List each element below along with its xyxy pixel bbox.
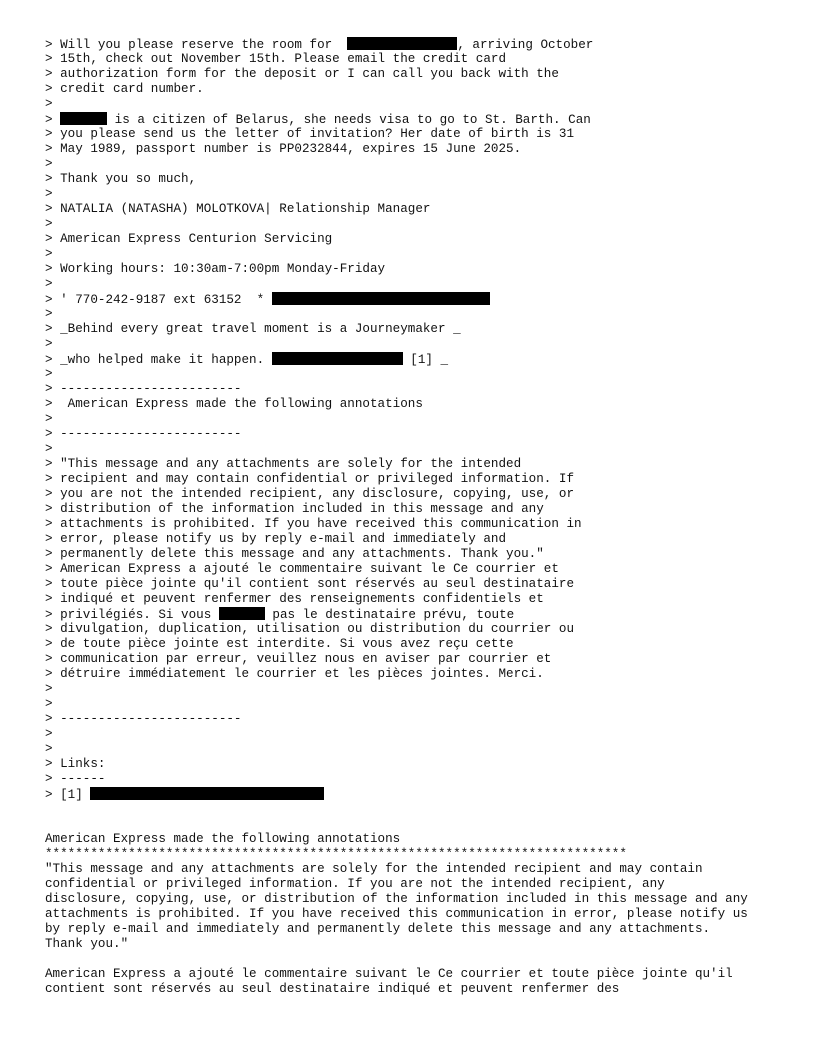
disclaimer-fr-line: > indiqué et peuvent renfermer des renseignements confidentiels et	[45, 592, 544, 606]
redaction-bar	[60, 112, 107, 125]
disclaimer-line: > you are not the intended recipient, any disclosure, copying, use, or	[45, 487, 575, 501]
divider: > ------------------------	[45, 382, 242, 396]
email-document	[45, 37, 785, 997]
signature-tagline: > _Behind every great travel moment is a Journeymaker _	[45, 322, 461, 336]
quote-marker: >	[45, 187, 53, 201]
quote-marker: >	[45, 247, 53, 261]
email-line: > authorization form for the deposit or I can call you back with the	[45, 67, 559, 81]
quote-marker: >	[45, 307, 53, 321]
redaction-bar	[272, 352, 403, 365]
quote-marker: >	[45, 742, 53, 756]
signature-phone: > ' 770-242-9187 ext 63152 *	[45, 292, 785, 307]
disclaimer-fr-line: > American Express a ajouté le commentaire suivant le Ce courrier et	[45, 562, 559, 576]
disclaimer-fr-line: > détruire immédiatement le courrier et les pièces jointes. Merci.	[45, 667, 544, 681]
quote-marker: >	[45, 727, 53, 741]
disclaimer-line: > permanently delete this message and any attachments. Thank you."	[45, 547, 544, 561]
disclaimer-fr-line: > toute pièce jointe qu'il contient sont réservés au seul destinataire	[45, 577, 575, 591]
signature-name: > NATALIA (NATASHA) MOLOTKOVA| Relationship Manager	[45, 202, 431, 216]
footer-line: confidential or privileged information. If you are not the intended recipient, any	[45, 877, 665, 891]
quote-marker: >	[45, 697, 53, 711]
redaction-bar	[219, 607, 265, 620]
redaction-bar	[347, 37, 457, 50]
links-heading: > Links:	[45, 757, 106, 771]
disclaimer-line: > attachments is prohibited. If you have received this communication in	[45, 517, 582, 531]
quote-marker: >	[45, 367, 53, 381]
quote-marker: >	[45, 157, 53, 171]
disclaimer-line: > "This message and any attachments are solely for the intended	[45, 457, 522, 471]
signature-hours: > Working hours: 10:30am-7:00pm Monday-Friday	[45, 262, 386, 276]
redaction-bar	[90, 787, 324, 800]
link-item: > [1]	[45, 787, 785, 802]
quote-marker: >	[45, 442, 53, 456]
disclaimer-fr-line: > de toute pièce jointe est interdite. Si vous avez reçu cette	[45, 637, 514, 651]
quote-marker: >	[45, 277, 53, 291]
divider: > ------------------------	[45, 427, 242, 441]
quote-marker: >	[45, 682, 53, 696]
email-line: > Will you please reserve the room for , arriving October	[45, 38, 594, 52]
footer-line: by reply e-mail and immediately and permanently delete this message and any attachments.	[45, 922, 711, 936]
email-line: > Thank you so much,	[45, 172, 197, 186]
disclaimer-line: > recipient and may contain confidential or privileged information. If	[45, 472, 575, 486]
footer-fr-line: American Express a ajouté le commentaire suivant le Ce courrier et toute pièce jointe qu'il	[45, 967, 733, 981]
quote-marker: >	[45, 337, 53, 351]
email-line: > credit card number.	[45, 82, 204, 96]
divider: > ------------------------	[45, 712, 242, 726]
signature-org: > American Express Centurion Servicing	[45, 232, 333, 246]
footer-stars: *****************************************************************************	[45, 847, 627, 861]
redaction-bar	[272, 292, 490, 305]
signature-tagline: > _who helped make it happen. [1] _	[45, 353, 449, 367]
disclaimer-line: > distribution of the information included in this message and any	[45, 502, 544, 516]
quote-marker: >	[45, 412, 53, 426]
email-line: > May 1989, passport number is PP0232844, expires 15 June 2025.	[45, 142, 522, 156]
links-underline: > ------	[45, 772, 106, 786]
email-line: > 15th, check out November 15th. Please email the credit card	[45, 52, 507, 66]
footer-line: Thank you."	[45, 937, 129, 951]
footer-line: disclosure, copying, use, or distribution of the information included in this message and any	[45, 892, 748, 906]
footer-line: "This message and any attachments are solely for the intended recipient and may contain	[45, 862, 703, 876]
disclaimer-fr-line: > communication par erreur, veuillez nous en aviser par courrier et	[45, 652, 552, 666]
disclaimer-fr-line: > divulgation, duplication, utilisation ou distribution du courrier ou	[45, 622, 575, 636]
disclaimer-fr-line: > privilégiés. Si vous pas le destinataire prévu, toute	[45, 608, 515, 622]
email-line: > is a citizen of Belarus, she needs visa to go to St. Barth. Can	[45, 113, 591, 127]
disclaimer-line: > error, please notify us by reply e-mail and immediately and	[45, 532, 507, 546]
quote-marker: >	[45, 217, 53, 231]
footer-heading: American Express made the following annotations	[45, 832, 401, 846]
annotations-heading: > American Express made the following annotations	[45, 397, 423, 411]
footer-fr-line: contient sont réservés au seul destinataire indiqué et peuvent renfermer des	[45, 982, 620, 996]
quote-marker: >	[45, 97, 53, 111]
footer-line: attachments is prohibited. If you have received this communication in error, please notify us	[45, 907, 748, 921]
email-line: > you please send us the letter of invitation? Her date of birth is 31	[45, 127, 575, 141]
